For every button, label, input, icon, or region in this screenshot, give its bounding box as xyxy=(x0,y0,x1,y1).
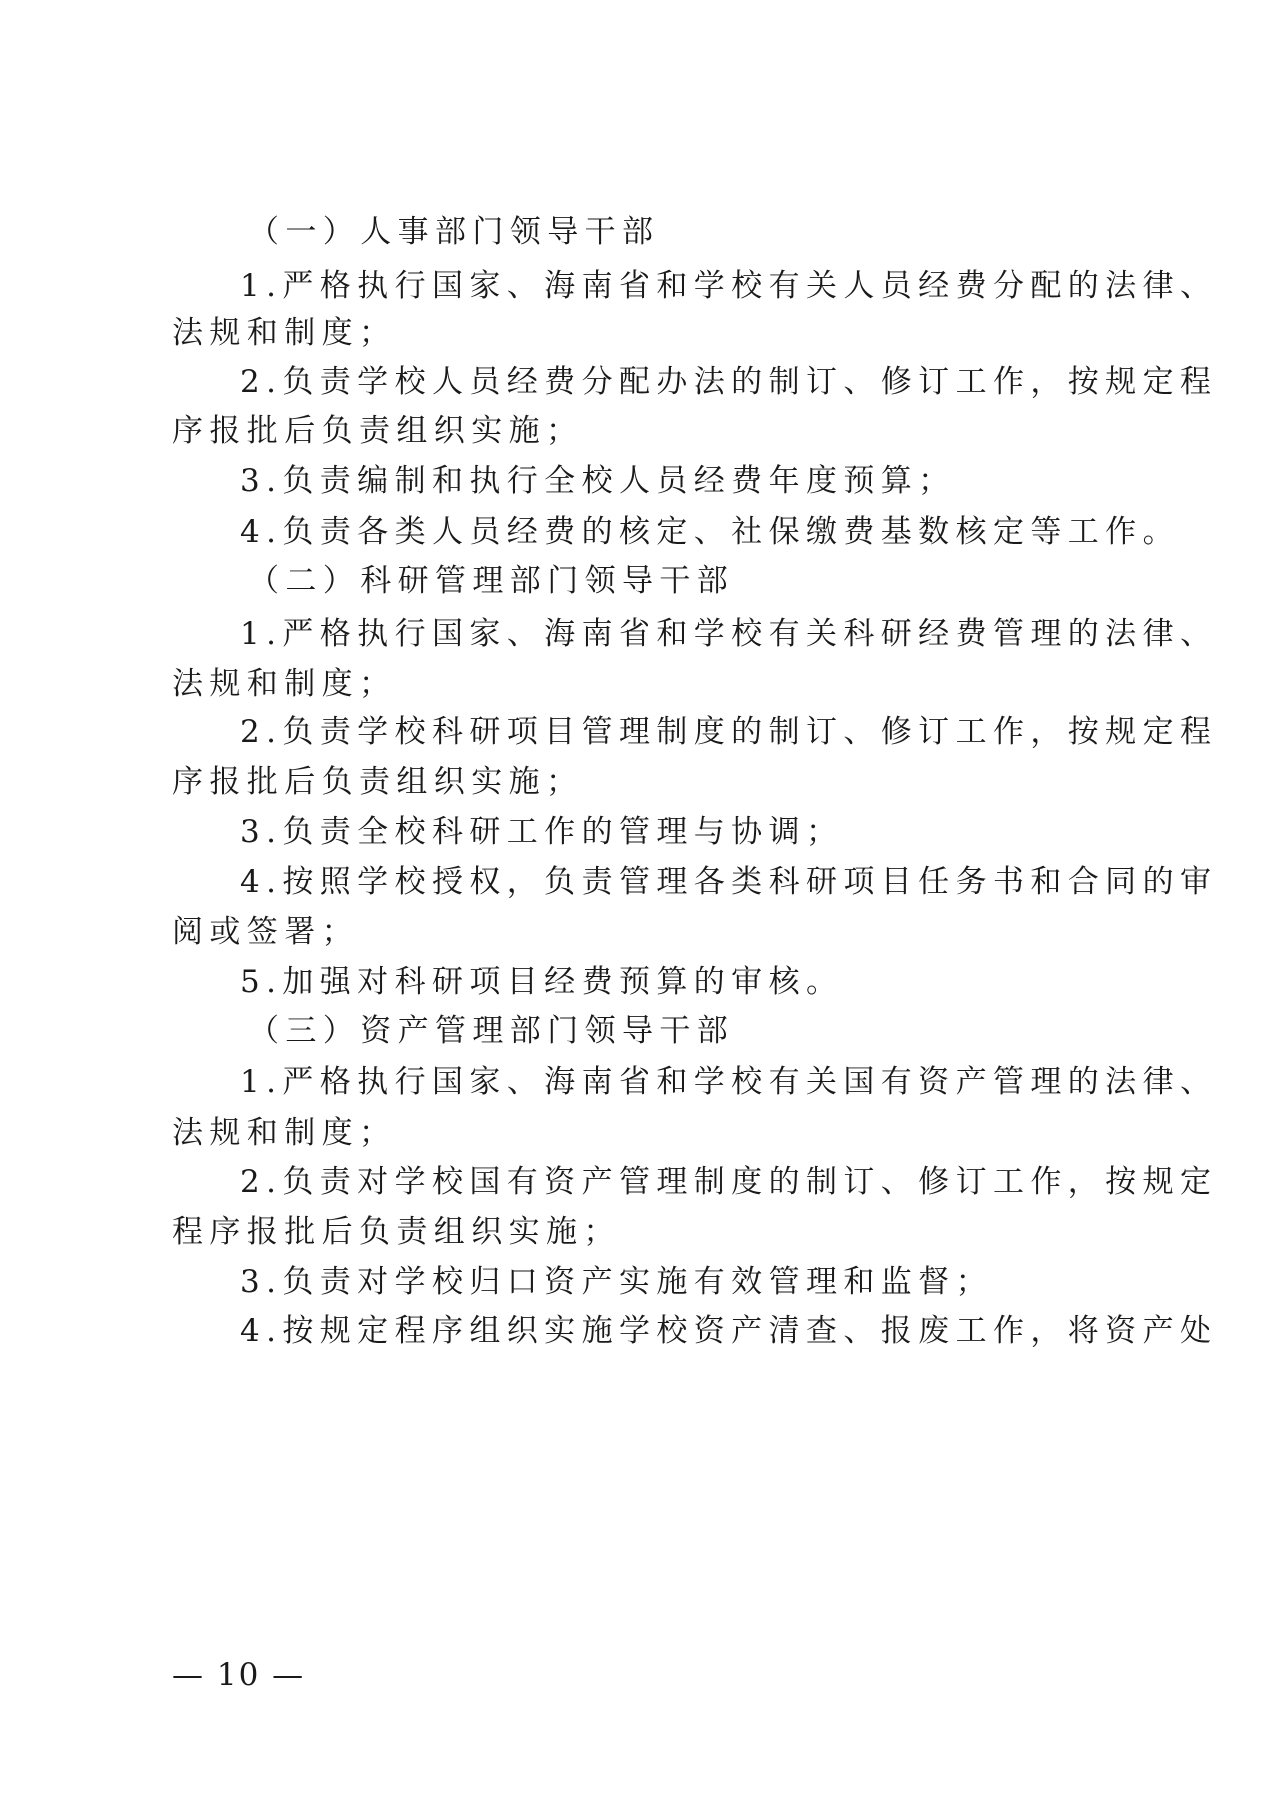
s3-item-2-line-2: 程序报批后负责组织实施； xyxy=(172,1214,621,1250)
s3-item-4-line-1: 4.按规定程序组织实施学校资产清查、报废工作，将资产处 xyxy=(240,1313,1218,1349)
s1-item-2-line-2: 序报批后负责组织实施； xyxy=(172,413,584,449)
s2-item-2-line-2: 序报批后负责组织实施； xyxy=(172,764,584,800)
s2-item-1-line-2: 法规和制度； xyxy=(172,666,397,702)
s1-item-3: 3.负责编制和执行全校人员经费年度预算； xyxy=(240,463,956,499)
s3-item-1-line-1: 1.严格执行国家、海南省和学校有关国有资产管理的法律、 xyxy=(240,1064,1218,1100)
s2-item-5: 5.加强对科研项目经费预算的审核。 xyxy=(240,964,844,1000)
section-heading-3: （三）资产管理部门领导干部 xyxy=(248,1013,735,1049)
s1-item-2-line-1: 2.负责学校人员经费分配办法的制订、修订工作，按规定程 xyxy=(240,364,1218,400)
s1-item-1-line-1: 1.严格执行国家、海南省和学校有关人员经费分配的法律、 xyxy=(240,268,1218,304)
s2-item-1-line-1: 1.严格执行国家、海南省和学校有关科研经费管理的法律、 xyxy=(240,616,1218,652)
s3-item-3: 3.负责对学校归口资产实施有效管理和监督； xyxy=(240,1264,993,1300)
s2-item-3: 3.负责全校科研工作的管理与协调； xyxy=(240,814,844,850)
s3-item-2-line-1: 2.负责对学校国有资产管理制度的制订、修订工作，按规定 xyxy=(240,1164,1218,1200)
s2-item-4-line-2: 阅或签署； xyxy=(172,914,359,950)
s3-item-1-line-2: 法规和制度； xyxy=(172,1115,397,1151)
section-heading-2: （二）科研管理部门领导干部 xyxy=(248,563,735,599)
page-number: — 10 — xyxy=(172,1657,306,1693)
section-heading-1: （一）人事部门领导干部 xyxy=(248,214,660,250)
s1-item-4: 4.负责各类人员经费的核定、社保缴费基数核定等工作。 xyxy=(240,514,1180,550)
s1-item-1-line-2: 法规和制度； xyxy=(172,315,397,351)
s2-item-2-line-1: 2.负责学校科研项目管理制度的制订、修订工作，按规定程 xyxy=(240,714,1218,750)
s2-item-4-line-1: 4.按照学校授权，负责管理各类科研项目任务书和合同的审 xyxy=(240,864,1218,900)
